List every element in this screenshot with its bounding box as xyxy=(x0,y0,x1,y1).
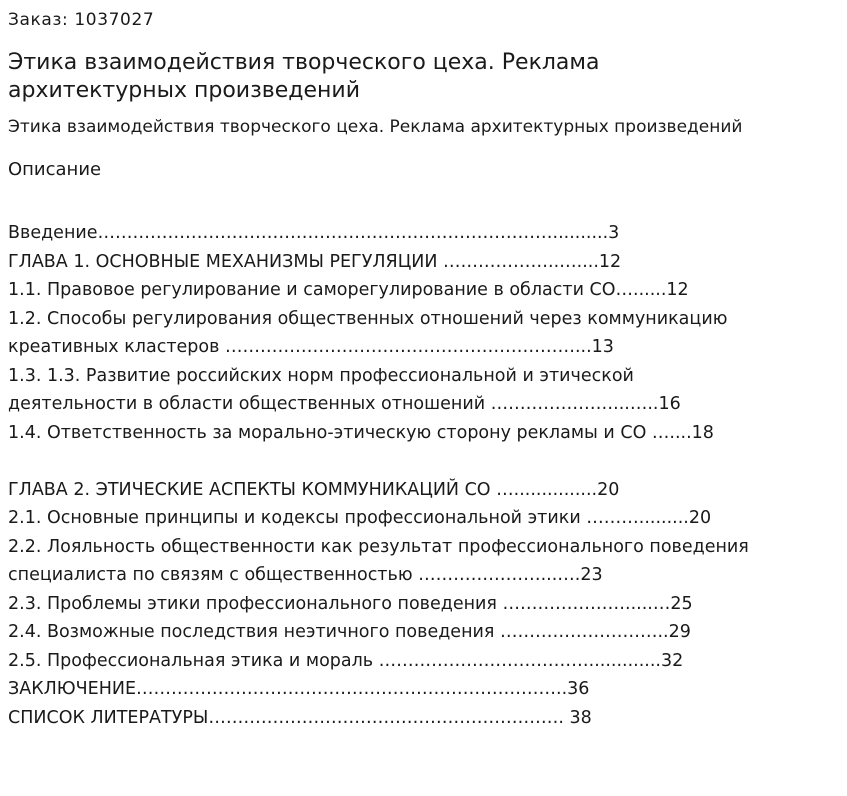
toc-entry-1-2: 1.2. Способы регулирования общественных отношений через коммуникацию xyxy=(8,308,728,329)
toc-entry-1-2-continued: креативных кластеров ……………………………………………………...13 xyxy=(8,337,614,357)
toc-entry-1-3: 1.3. 1.3. Развитие российских норм профессиональной и этической xyxy=(8,365,634,386)
toc-entry-2-2: 2.2. Лояльность общественности как результат профессионального поведения xyxy=(8,536,749,557)
order-number: Заказ: 1037027 xyxy=(8,10,155,30)
toc-entry-1-3-continued: деятельности в области общественных отношений …………………...…..16 xyxy=(8,394,681,414)
toc-entry-2-3: 2.3. Проблемы этики профессионального поведения ………………….....…25 xyxy=(8,593,693,614)
toc-spacer xyxy=(8,447,838,476)
document-subtitle: Этика взаимодействия творческого цеха. Реклама архитектурных произведений xyxy=(8,117,743,137)
toc-entry-conclusion: ЗАКЛЮЧЕНИЕ………………………………………………………………..36 xyxy=(8,679,590,699)
toc-entry-chapter-2: ГЛАВА 2. ЭТИЧЕСКИЕ АСПЕКТЫ КОММУНИКАЦИЙ СО …...............20 xyxy=(8,479,620,500)
toc-entry-bibliography: СПИСОК ЛИТЕРАТУРЫ……………………………………………………. 38 xyxy=(8,707,592,728)
description-heading: Описание xyxy=(8,159,102,180)
toc-entry-1-4: 1.4. Ответственность за морально-этическую сторону рекламы и СО …....18 xyxy=(8,422,714,443)
toc-entry-1-1: 1.1. Правовое регулирование и саморегулирование в области СО…......12 xyxy=(8,280,689,300)
toc-entry-2-4: 2.4. Возможные последствия неэтичного поведения ………………………..29 xyxy=(8,622,691,642)
toc-entry-2-1: 2.1. Основные принципы и кодексы профессиональной этики ……….........20 xyxy=(8,508,712,528)
toc-entry-introduction: Введение……………………………………………………………………..........3 xyxy=(8,223,620,243)
toc-entry-chapter-1: ГЛАВА 1. ОСНОВНЫЕ МЕХАНИЗМЫ РЕГУЛЯЦИИ ………………..…....12 xyxy=(8,251,622,272)
toc-entry-2-2-continued: специалиста по связям с общественностью …………………...….23 xyxy=(8,565,603,585)
table-of-contents xyxy=(8,219,838,732)
document-title: Этика взаимодействия творческого цеха. Реклама архитектурных произведений xyxy=(8,50,600,103)
toc-entry-2-5: 2.5. Профессиональная этика и мораль ……………………………….............32 xyxy=(8,650,684,671)
